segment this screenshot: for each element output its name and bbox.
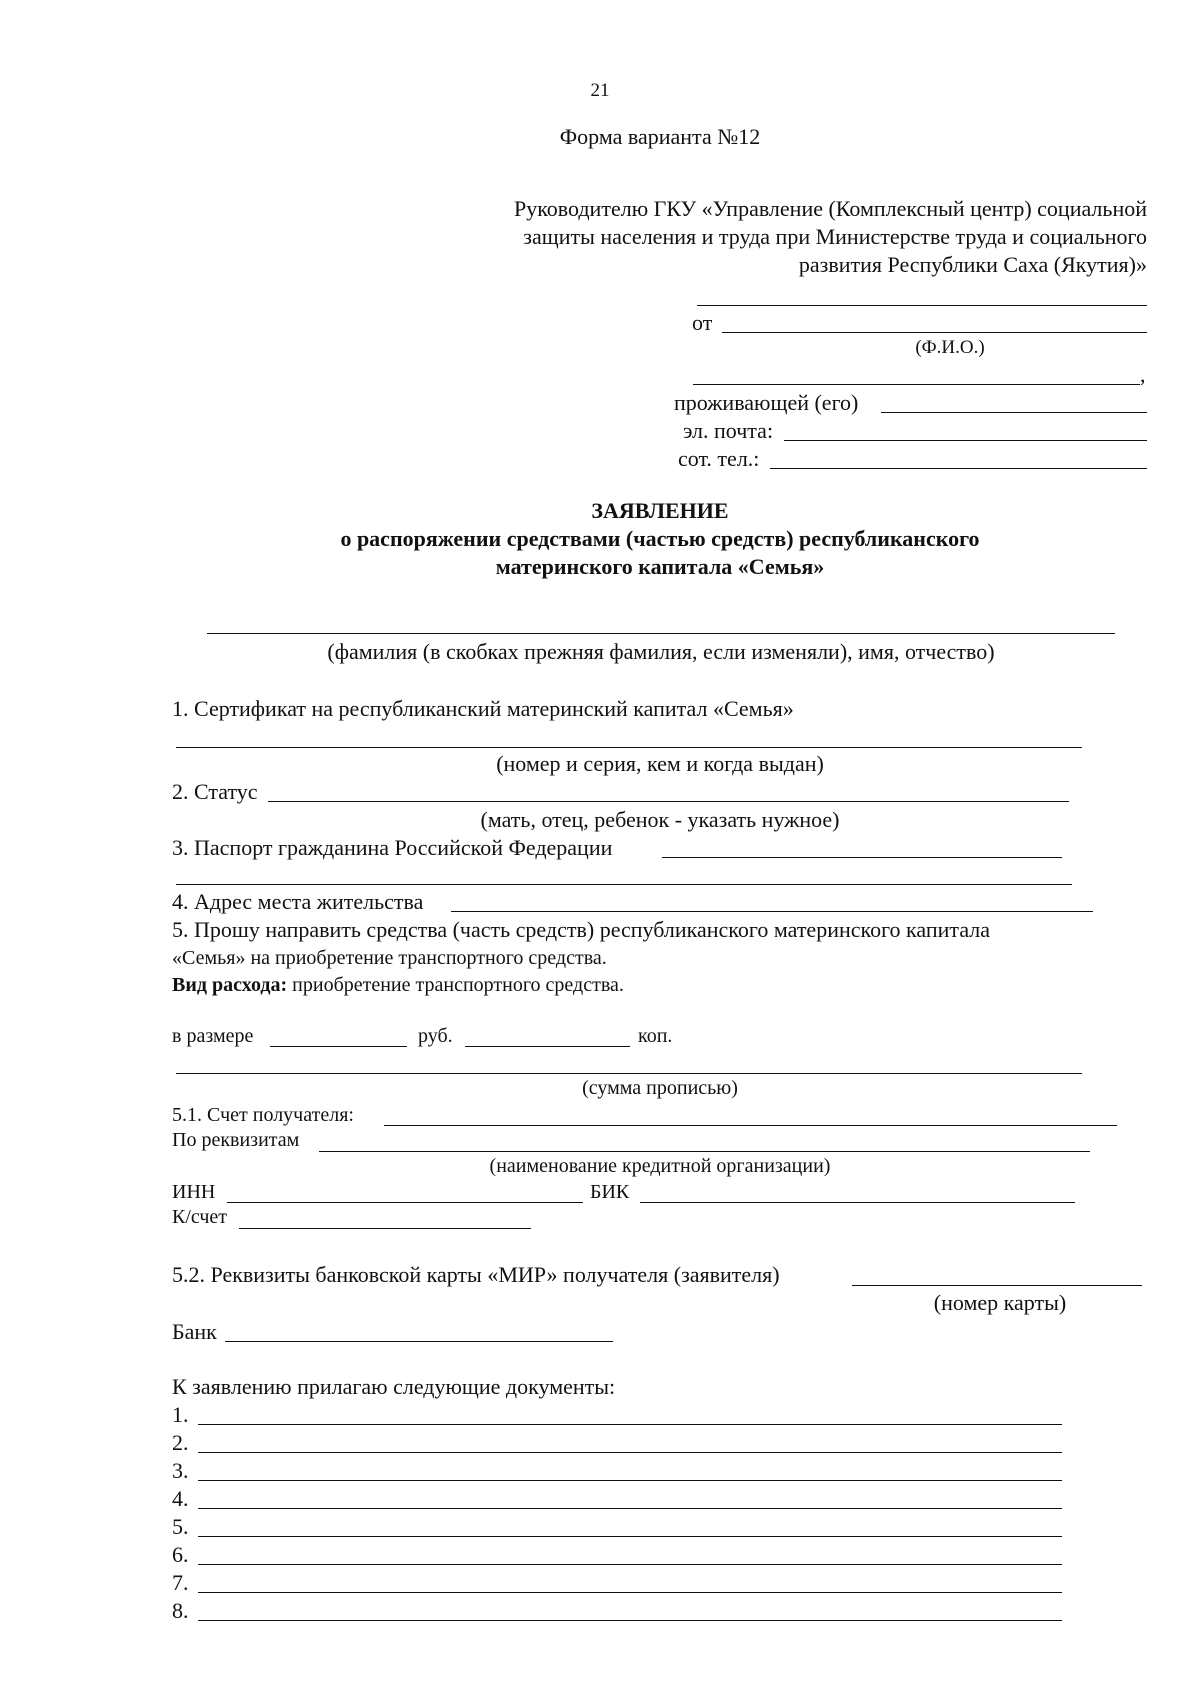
- fio-caption: (Ф.И.О.): [915, 337, 985, 358]
- attachment-field[interactable]: [198, 1536, 1062, 1537]
- residing-label: проживающей (его): [674, 390, 859, 415]
- bik-label: БИК: [590, 1181, 630, 1203]
- inn-label: ИНН: [172, 1181, 216, 1203]
- attachment-field[interactable]: [198, 1452, 1062, 1453]
- attachment-number: 1.: [172, 1402, 189, 1427]
- from-label: от: [692, 310, 713, 335]
- statement-title: ЗАЯВЛЕНИЕ: [591, 498, 729, 523]
- corr-account-field[interactable]: [239, 1228, 531, 1229]
- attachment-number: 8.: [172, 1598, 189, 1623]
- email-label: эл. почта:: [683, 418, 774, 443]
- corr-account-label: К/счет: [172, 1206, 228, 1228]
- residing-field[interactable]: [881, 412, 1147, 413]
- passport-field[interactable]: [662, 857, 1062, 858]
- certificate-label: 1. Сертификат на республиканский материнский капитал «Семья»: [172, 696, 794, 721]
- bank-field[interactable]: [225, 1341, 613, 1342]
- expense-value: приобретение транспортного средства.: [287, 974, 624, 996]
- status-field[interactable]: [268, 801, 1069, 802]
- email-field[interactable]: [784, 440, 1147, 441]
- sender-address-line[interactable]: [693, 384, 1140, 385]
- from-fio-field[interactable]: [722, 332, 1147, 333]
- amount-caption: (сумма прописью): [582, 1077, 738, 1099]
- bik-field[interactable]: [640, 1202, 1075, 1203]
- certificate-caption: (номер и серия, кем и когда выдан): [496, 751, 824, 776]
- attachment-field[interactable]: [198, 1564, 1062, 1565]
- attachments-intro: К заявлению прилагаю следующие документы:: [172, 1374, 616, 1399]
- rub-label: руб.: [418, 1025, 453, 1047]
- account-field[interactable]: [384, 1125, 1117, 1126]
- attachment-field[interactable]: [198, 1620, 1062, 1621]
- amount-words-field[interactable]: [176, 1073, 1082, 1074]
- attachment-number: 2.: [172, 1430, 189, 1455]
- statement-subtitle-2: материнского капитала «Семья»: [495, 554, 825, 579]
- certificate-field[interactable]: [176, 747, 1082, 748]
- passport-field-line-2[interactable]: [176, 884, 1072, 885]
- attachment-field[interactable]: [198, 1592, 1062, 1593]
- expense-label: Вид расхода:: [172, 974, 288, 996]
- address-label: 4. Адрес места жительства: [172, 889, 424, 914]
- attachment-number: 7.: [172, 1570, 189, 1595]
- page-number: 21: [590, 80, 610, 101]
- card-label: 5.2. Реквизиты банковской карты «МИР» получателя (заявителя): [172, 1262, 780, 1287]
- form-title: Форма варианта №12: [559, 124, 761, 149]
- amount-rub-field[interactable]: [270, 1046, 407, 1047]
- requisites-field[interactable]: [319, 1151, 1090, 1152]
- expense-line: [172, 974, 624, 997]
- requisites-label: По реквизитам: [172, 1129, 300, 1151]
- applicant-caption: (фамилия (в скобках прежняя фамилия, если изменяли), имя, отчество): [327, 639, 995, 664]
- kop-label: коп.: [638, 1025, 673, 1047]
- address-field[interactable]: [451, 911, 1093, 912]
- addressee-line-3: развития Республики Саха (Якутия)»: [798, 252, 1147, 277]
- addressee-line-1: Руководителю ГКУ «Управление (Комплексный центр) социальной: [513, 196, 1147, 221]
- addressee-line-2: защиты населения и труда при Министерстве труда и социального: [523, 224, 1147, 249]
- card-caption: (номер карты): [933, 1290, 1067, 1315]
- attachment-number: 6.: [172, 1542, 189, 1567]
- phone-label: сот. тел.:: [678, 446, 760, 471]
- attachment-field[interactable]: [198, 1424, 1062, 1425]
- bank-name-caption: (наименование кредитной организации): [489, 1155, 831, 1177]
- statement-subtitle-1: о распоряжении средствами (частью средств) республиканского: [340, 526, 980, 551]
- inn-field[interactable]: [227, 1202, 583, 1203]
- request-line-2: «Семья» на приобретение транспортного средства.: [172, 947, 607, 969]
- phone-field[interactable]: [770, 468, 1147, 469]
- attachment-field[interactable]: [198, 1480, 1062, 1481]
- attachment-number: 3.: [172, 1458, 189, 1483]
- bank-label: Банк: [172, 1319, 217, 1344]
- sender-blank-line[interactable]: [697, 305, 1147, 306]
- status-caption: (мать, отец, ребенок - указать нужное): [480, 807, 840, 832]
- amount-prefix: в размере: [172, 1025, 254, 1047]
- applicant-name-field[interactable]: [207, 633, 1115, 634]
- amount-kop-field[interactable]: [465, 1046, 630, 1047]
- attachment-number: 4.: [172, 1486, 189, 1511]
- sender-comma: ,: [1140, 362, 1146, 387]
- attachment-number: 5.: [172, 1514, 189, 1539]
- request-line-1: 5. Прошу направить средства (часть средств) республиканского материнского капитала: [172, 917, 991, 942]
- card-number-field[interactable]: [852, 1285, 1142, 1286]
- attachment-field[interactable]: [198, 1508, 1062, 1509]
- account-label: 5.1. Счет получателя:: [172, 1104, 354, 1126]
- status-label: 2. Статус: [172, 779, 258, 804]
- passport-label: 3. Паспорт гражданина Российской Федерации: [172, 835, 613, 860]
